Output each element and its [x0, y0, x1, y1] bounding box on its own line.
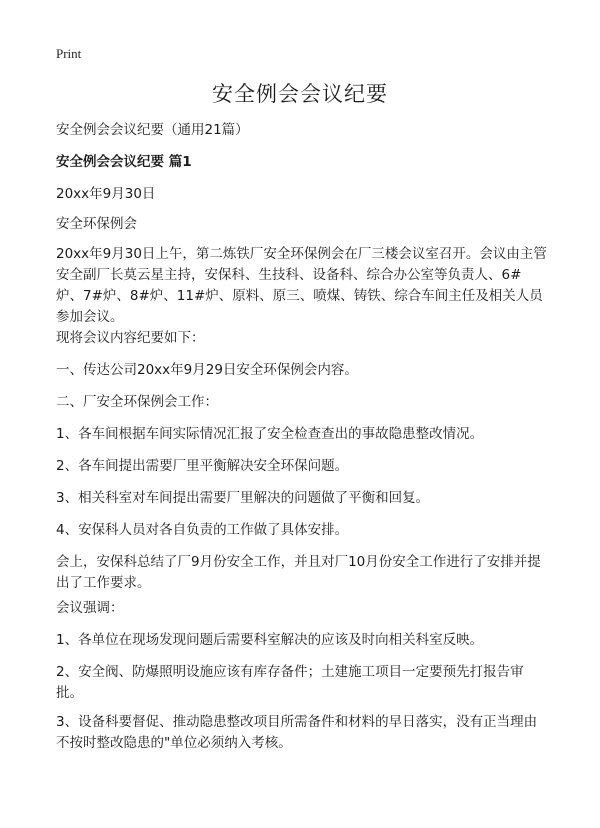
- intro-paragraph: 20xx年9月30日上午，第二炼铁厂安全环保例会在厂三楼会议室召开。会议由主管安全副厂长莫云星主持，安保科、生技科、设备科、综合办公室等负责人、6#炉、7#炉、8#炉、11#炉、原料、原三、喷煤、铸铁、综合车间主任及相关人员参加会议。: [56, 246, 547, 325]
- list-item: 4、安保科人员对各自负责的工作做了具体安排。: [56, 522, 349, 538]
- list-item: 2、安全阀、防爆照明设施应该有库存备件；土建施工项目一定要预先打报告审批。: [56, 664, 524, 701]
- list-item: 1、各车间根据车间实际情况汇报了安全检查查出的事故隐患整改情况。: [56, 426, 484, 442]
- meeting-name: 安全环保例会: [56, 216, 137, 232]
- list-item: 1、各单位在现场发现问题后需要科室解决的应该及时向相关科室反映。: [56, 632, 484, 648]
- print-label: Print: [56, 46, 82, 61]
- section-heading: 安全例会会议纪要 篇1: [56, 154, 192, 170]
- document-subtitle: 安全例会会议纪要（通用21篇）: [56, 122, 249, 138]
- list-item: 2、各车间提出需要厂里平衡解决安全环保问题。: [56, 458, 349, 474]
- emphasis-heading: 会议强调：: [56, 600, 124, 616]
- record-intro: 现将会议内容纪要如下：: [56, 330, 205, 346]
- list-item: 3、相关科室对车间提出需要厂里解决的问题做了平衡和回复。: [56, 490, 430, 506]
- list-item: 二、厂安全环保例会工作：: [56, 394, 218, 410]
- page-title: 安全例会会议纪要: [212, 82, 388, 106]
- list-item: 3、设备科要督促、推动隐患整改项目所需备件和材料的早日落实，没有正当理由不按时整改隐患的"单位必须纳入考核。: [56, 714, 538, 751]
- meeting-date: 20xx年9月30日: [56, 186, 156, 202]
- list-item: 一、传达公司20xx年9月29日安全环保例会内容。: [56, 362, 358, 378]
- summary-paragraph: 会上，安保科总结了厂9月份安全工作，并且对厂10月份安全工作进行了安排并提出了工作要求。: [56, 554, 541, 591]
